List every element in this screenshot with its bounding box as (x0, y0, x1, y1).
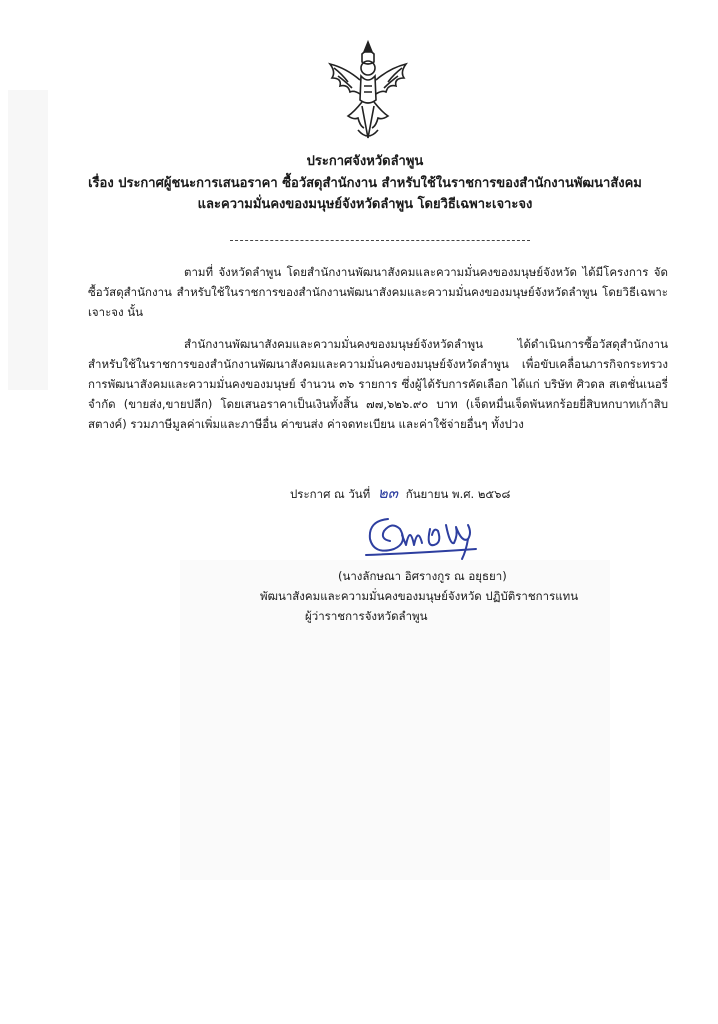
document-title: ประกาศจังหวัดลำพูน (306, 154, 424, 169)
signer-position: พัฒนาสังคมและความมั่นคงของมนุษย์จังหวัด ปฏิบัติราชการแทน (260, 589, 579, 603)
signer-governor: ผู้ว่าราชการจังหวัดลำพูน (305, 609, 428, 623)
garuda-emblem-icon (318, 38, 418, 146)
scan-shadow-left (8, 90, 48, 390)
date-suffix: กันยายน พ.ศ. ๒๕๖๘ (405, 487, 511, 501)
announcement-date (290, 483, 510, 504)
document-header (60, 153, 670, 215)
signer-name: (นางลักษณา อิศรางกูร ณ อยุธยา) (338, 569, 507, 583)
handwritten-signature (350, 505, 500, 565)
document-body (88, 262, 668, 434)
body-paragraph-2: สำนักงานพัฒนาสังคมและความมั่นคงของมนุษย์จังหวัดลำพูน ได้ดำเนินการซื้อวัสดุสำนักงาน สำหรับใช้ในราชการของสำนักงานพัฒนาสังคมและความมั่นคงของมนุษย์จังหวัดลำพูน เพื่อขับเคลื่อนภารกิจกระทรวงการพัฒนาสังคมและความมั่นคงของมนุษย์ จำนวน ๓๖ รายการ ซึ่งผู้ได้รับการคัดเลือก ได้แก่ บริษัท ศิวดล สเตชั่นเนอรี่ จำกัด (ขายส่ง,ขายปลีก) โดยเสนอราคาเป็นเงินทั้งสิ้น ๗๗,๖๒๖.๙๐ บาท (เจ็ดหมื่นเจ็ดพันหกร้อยยี่สิบหกบาทเก้าสิบสตางค์) รวมภาษีมูลค่าเพิ่มและภาษีอื่น ค่าขนส่ง ค่าจดทะเบียน และค่าใช้จ่ายอื่นๆ ทั้งปวง (88, 337, 668, 431)
dashed-divider (230, 240, 530, 241)
body-paragraph-1: ตามที่ จังหวัดลำพูน โดยสำนักงานพัฒนาสังคมและความมั่นคงของมนุษย์จังหวัด ได้มีโครงการ จัดซื้อวัสดุสำนักงาน สำหรับใช้ในราชการของสำนักงานพัฒนาสังคมและความมั่นคงของมนุษย์จังหวัดลำพูน โดยวิธีเฉพาะเจาะจง นั้น (88, 265, 668, 319)
document-subject-line-1: เรื่อง ประกาศผู้ชนะการเสนอราคา ซื้อวัสดุสำนักงาน สำหรับใช้ในราชการของสำนักงานพัฒนาสังคม (88, 176, 642, 191)
signer-block (260, 566, 620, 626)
document-subject-line-2: และความมั่นคงของมนุษย์จังหวัดลำพูน โดยวิธีเฉพาะเจาะจง (197, 197, 533, 212)
date-prefix: ประกาศ ณ วันที่ (290, 487, 371, 501)
date-day: ๒๓ (377, 484, 399, 502)
